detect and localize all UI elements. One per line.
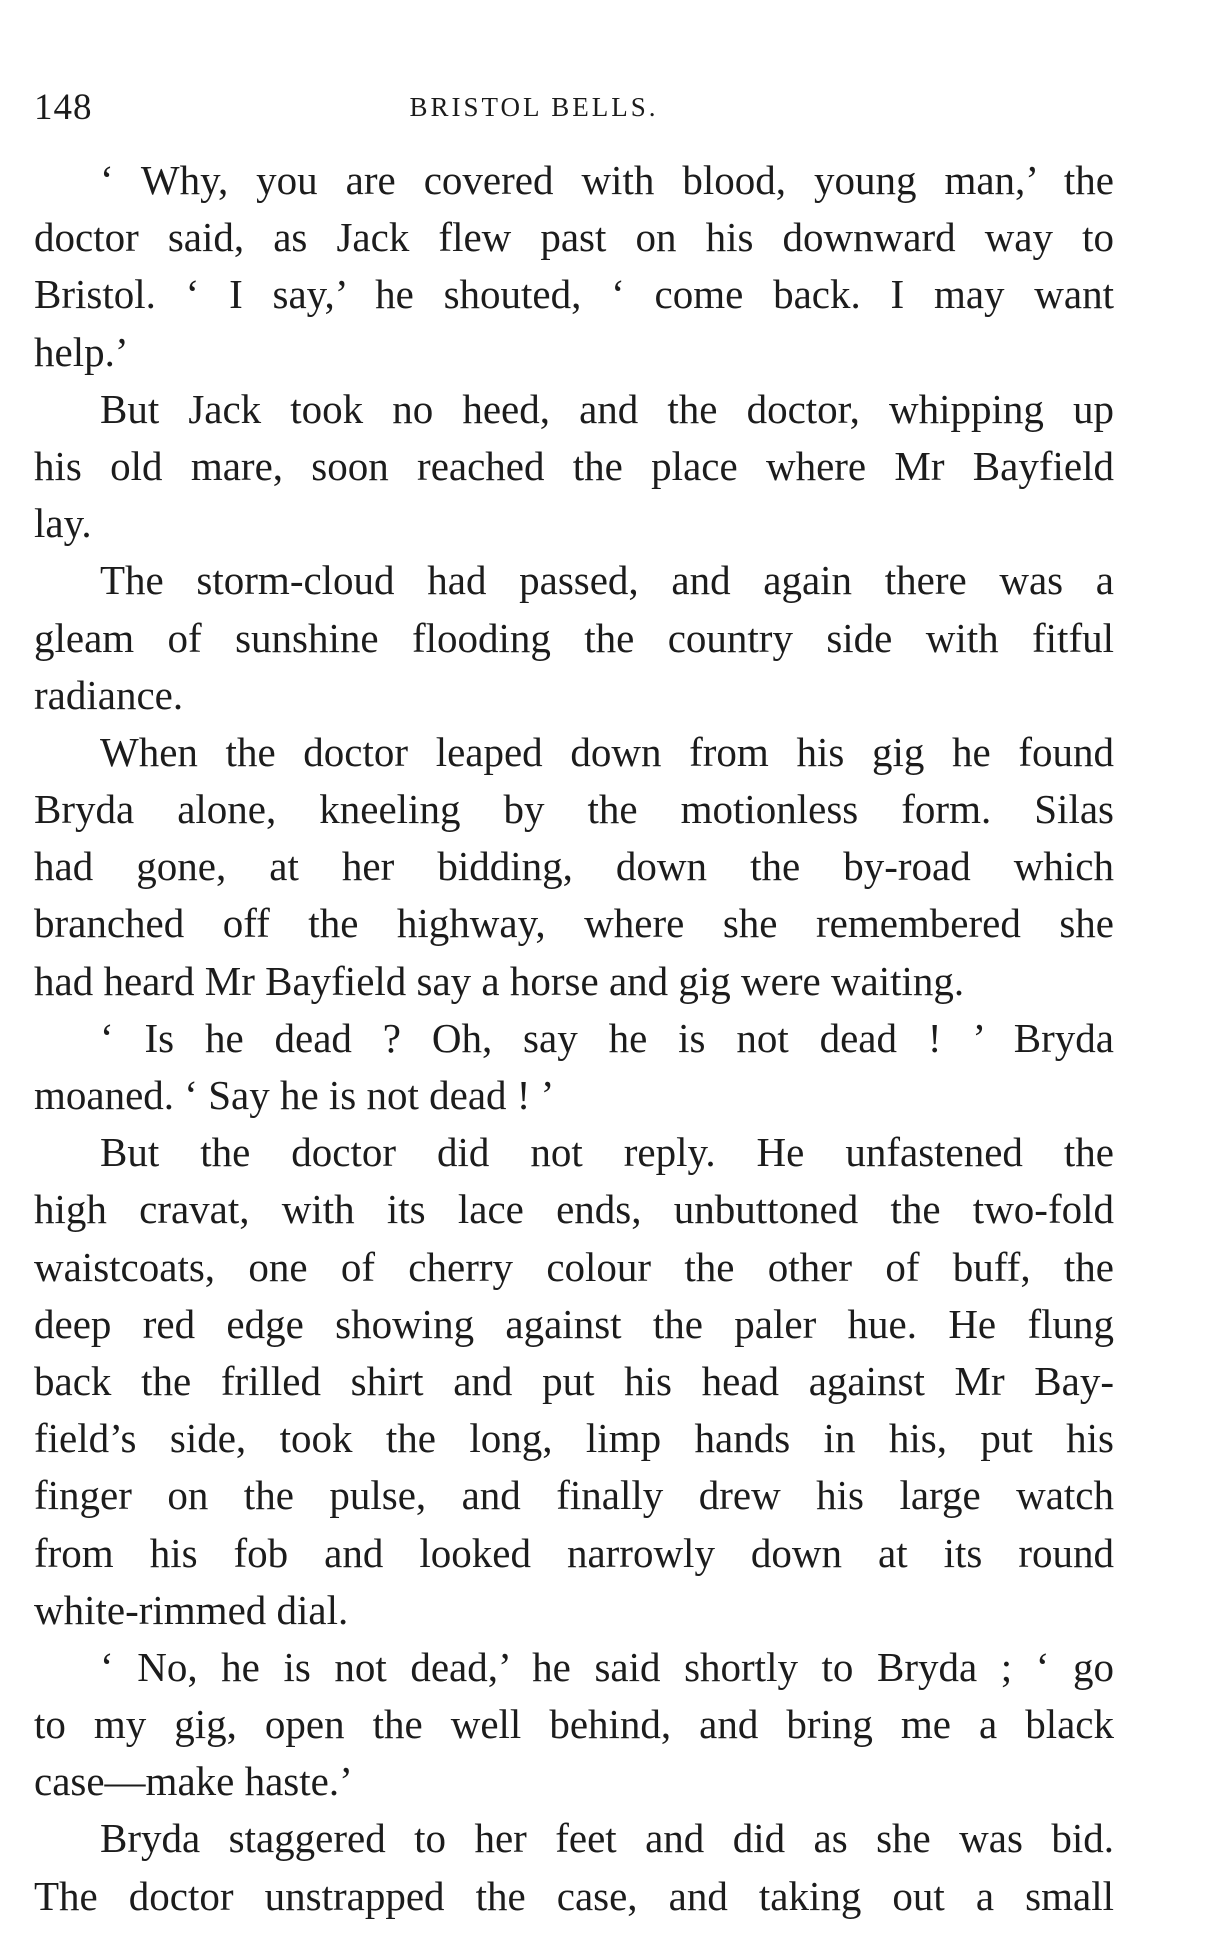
text-line: Bryda alone, kneeling by the motionless form. Silas — [34, 786, 1114, 833]
text-line: radiance. — [34, 671, 184, 718]
text-line: help.’ — [34, 328, 129, 375]
text-line: But Jack took no heed, and the doctor, whipping up — [100, 385, 1114, 432]
text-line: deep red edge showing against the paler hue. He flung — [34, 1300, 1114, 1347]
text-line: his old mare, soon reached the place where Mr Bayfield — [34, 442, 1114, 489]
text-line: Bryda staggered to her feet and did as she was bid. — [100, 1815, 1114, 1862]
page-number: 148 — [34, 87, 93, 128]
page-header — [34, 86, 1154, 136]
text-line: But the doctor did not reply. He unfastened the — [100, 1129, 1114, 1176]
text-line: high cravat, with its lace ends, unbuttoned the two-fold — [34, 1186, 1114, 1233]
text-line: lay. — [34, 500, 92, 547]
text-line: The storm-cloud had passed, and again there was a — [100, 557, 1114, 604]
text-line: from his fob and looked narrowly down at its round — [34, 1529, 1114, 1576]
text-line: ‘ Why, you are covered with blood, young man,’ the — [100, 157, 1114, 203]
text-line: field’s side, took the long, limp hands in his, put his — [34, 1415, 1114, 1462]
text-line: had heard Mr Bayfield say a horse and gig were waiting. — [34, 957, 965, 1004]
text-line: branched off the highway, where she remembered she — [34, 900, 1114, 947]
text-line: The doctor unstrapped the case, and taking out a small — [34, 1872, 1114, 1919]
text-line: had gone, at her bidding, down the by-road which — [34, 843, 1114, 890]
text-line: finger on the pulse, and finally drew his large watch — [34, 1472, 1114, 1519]
text-line: waistcoats, one of cherry colour the other of buff, the — [34, 1243, 1114, 1290]
text-line: ‘ Is he dead ? Oh, say he is not dead ! ’ Bryda — [100, 1014, 1114, 1061]
text-line: case—make haste.’ — [34, 1758, 353, 1805]
text-line: white-rimmed dial. — [34, 1586, 349, 1633]
text-line: back the frilled shirt and put his head against Mr Bay- — [34, 1357, 1114, 1404]
text-line: Bristol. ‘ I say,’ he shouted, ‘ come back. I may want — [34, 271, 1114, 318]
text-line: doctor said, as Jack flew past on his downward way to — [34, 214, 1114, 261]
running-head: BRISTOL BELLS. — [409, 92, 659, 122]
text-line: ‘ No, he is not dead,’ he said shortly to Bryda ; ‘ go — [100, 1643, 1114, 1690]
body-text — [34, 152, 1114, 1925]
text-line: When the doctor leaped down from his gig he found — [100, 728, 1114, 775]
text-line: gleam of sunshine flooding the country side with fitful — [34, 614, 1114, 661]
text-line: moaned. ‘ Say he is not dead ! ’ — [34, 1072, 555, 1118]
text-line: to my gig, open the well behind, and bring me a black — [34, 1701, 1114, 1748]
